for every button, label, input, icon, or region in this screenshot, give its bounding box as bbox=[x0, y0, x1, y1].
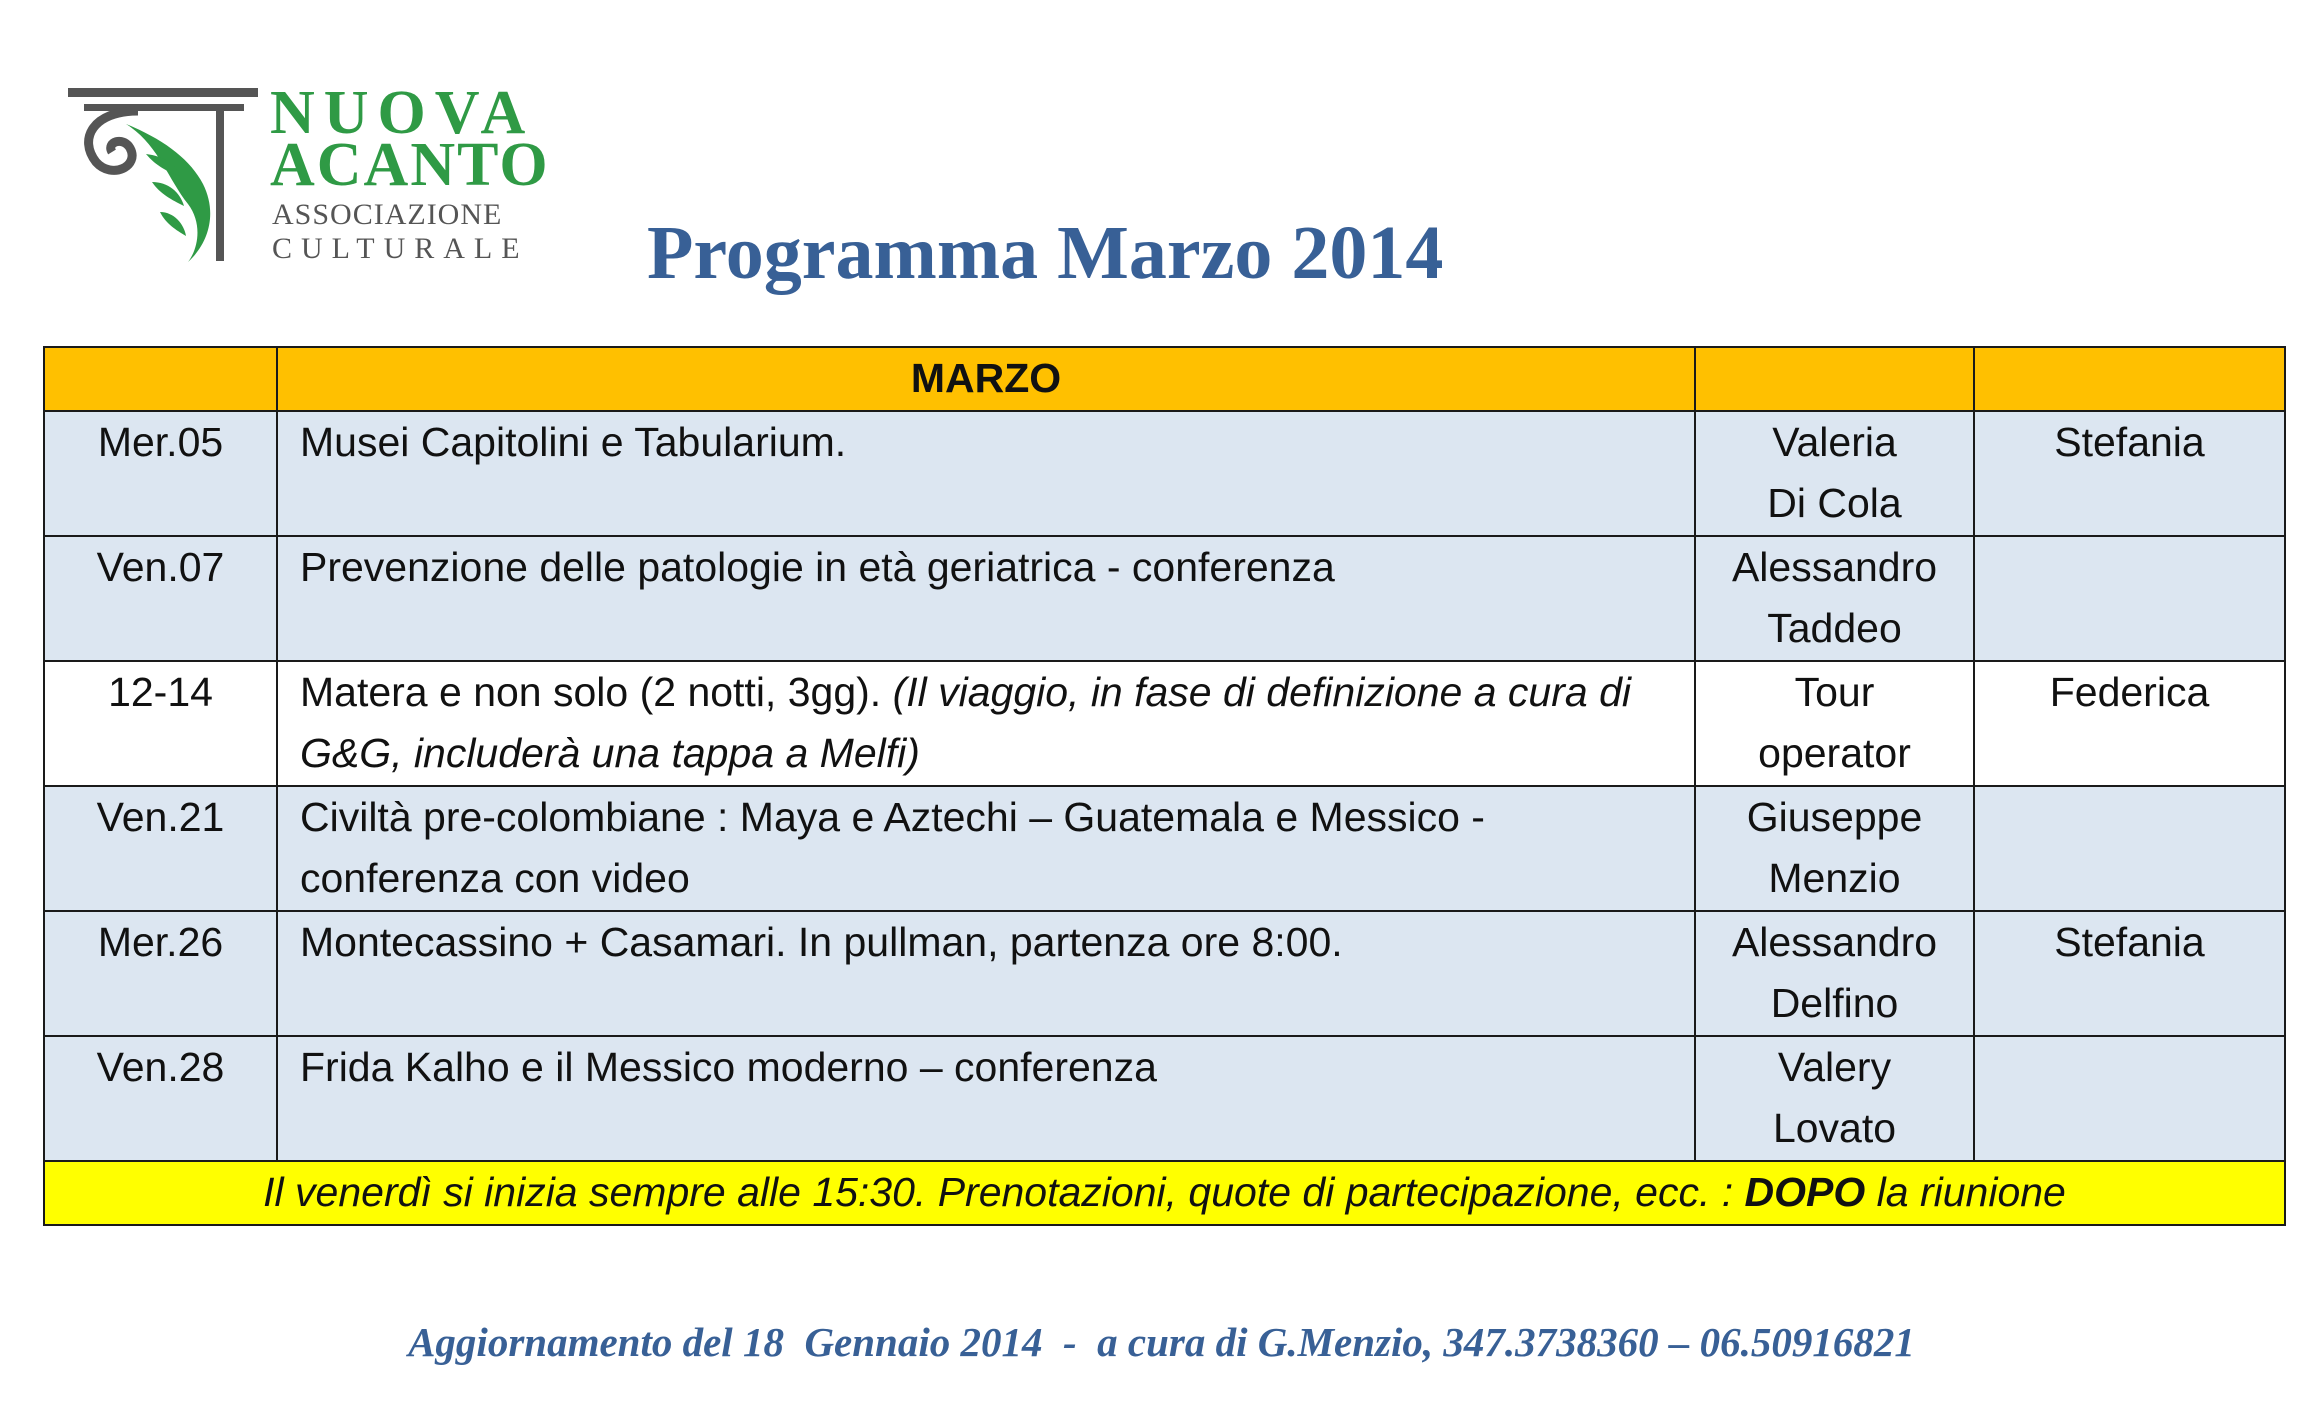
logo-line-1: NUOVA bbox=[270, 79, 535, 147]
logo-line-2: ACANTO bbox=[270, 131, 550, 199]
logo-line-3: ASSOCIAZIONE bbox=[272, 198, 503, 231]
event-contact bbox=[1974, 536, 2285, 661]
month-header-row bbox=[44, 347, 2285, 411]
event-description: Frida Kalho e il Messico moderno – conferenza bbox=[277, 1036, 1695, 1161]
table-row bbox=[44, 536, 2285, 661]
page-title: Programma Marzo 2014 bbox=[647, 211, 1444, 295]
event-contact: Stefania bbox=[1974, 411, 2285, 536]
month-label: MARZO bbox=[277, 347, 1695, 411]
event-date: Ven.21 bbox=[44, 786, 277, 911]
association-logo bbox=[68, 79, 568, 274]
event-description: Matera e non solo (2 notti, 3gg). (Il viaggio, in fase di definizione a cura di G&G, includerà una tappa a Melfi) bbox=[277, 661, 1695, 786]
event-speaker: Valery Lovato bbox=[1695, 1036, 1974, 1161]
event-description: Montecassino + Casamari. In pullman, partenza ore 8:00. bbox=[277, 911, 1695, 1036]
event-contact bbox=[1974, 1036, 2285, 1161]
month-cell-left bbox=[44, 347, 277, 411]
table-row bbox=[44, 786, 2285, 911]
schedule-note: Il venerdì si inizia sempre alle 15:30. Prenotazioni, quote di partecipazione, ecc. : DOPO la riunione bbox=[44, 1161, 2285, 1225]
event-description: Prevenzione delle patologie in età geriatrica - conferenza bbox=[277, 536, 1695, 661]
month-cell-right bbox=[1974, 347, 2285, 411]
schedule-table bbox=[43, 346, 2286, 1226]
note-row bbox=[44, 1161, 2285, 1225]
event-date: Ven.07 bbox=[44, 536, 277, 661]
event-speaker: Alessandro Taddeo bbox=[1695, 536, 1974, 661]
event-date: 12-14 bbox=[44, 661, 277, 786]
event-date: Ven.28 bbox=[44, 1036, 277, 1161]
acanthus-capital-icon bbox=[68, 84, 268, 274]
event-description: Musei Capitolini e Tabularium. bbox=[277, 411, 1695, 536]
note-emphasis: DOPO bbox=[1744, 1169, 1866, 1215]
table-row bbox=[44, 1036, 2285, 1161]
event-date: Mer.26 bbox=[44, 911, 277, 1036]
event-description: Civiltà pre-colombiane : Maya e Aztechi – Guatemala e Messico - conferenza con video bbox=[277, 786, 1695, 911]
table-row bbox=[44, 911, 2285, 1036]
event-speaker: Giuseppe Menzio bbox=[1695, 786, 1974, 911]
update-footer: Aggiornamento del 18 Gennaio 2014 - a cura di G.Menzio, 347.3738360 – 06.50916821 bbox=[408, 1319, 1915, 1365]
logo-line-4: CULTURALE bbox=[272, 232, 529, 265]
event-date: Mer.05 bbox=[44, 411, 277, 536]
event-contact: Stefania bbox=[1974, 911, 2285, 1036]
event-contact bbox=[1974, 786, 2285, 911]
table-row bbox=[44, 661, 2285, 786]
month-cell-mid bbox=[1695, 347, 1974, 411]
event-speaker: Tour operator bbox=[1695, 661, 1974, 786]
event-contact: Federica bbox=[1974, 661, 2285, 786]
event-speaker: Valeria Di Cola bbox=[1695, 411, 1974, 536]
event-speaker: Alessandro Delfino bbox=[1695, 911, 1974, 1036]
table-row bbox=[44, 411, 2285, 536]
